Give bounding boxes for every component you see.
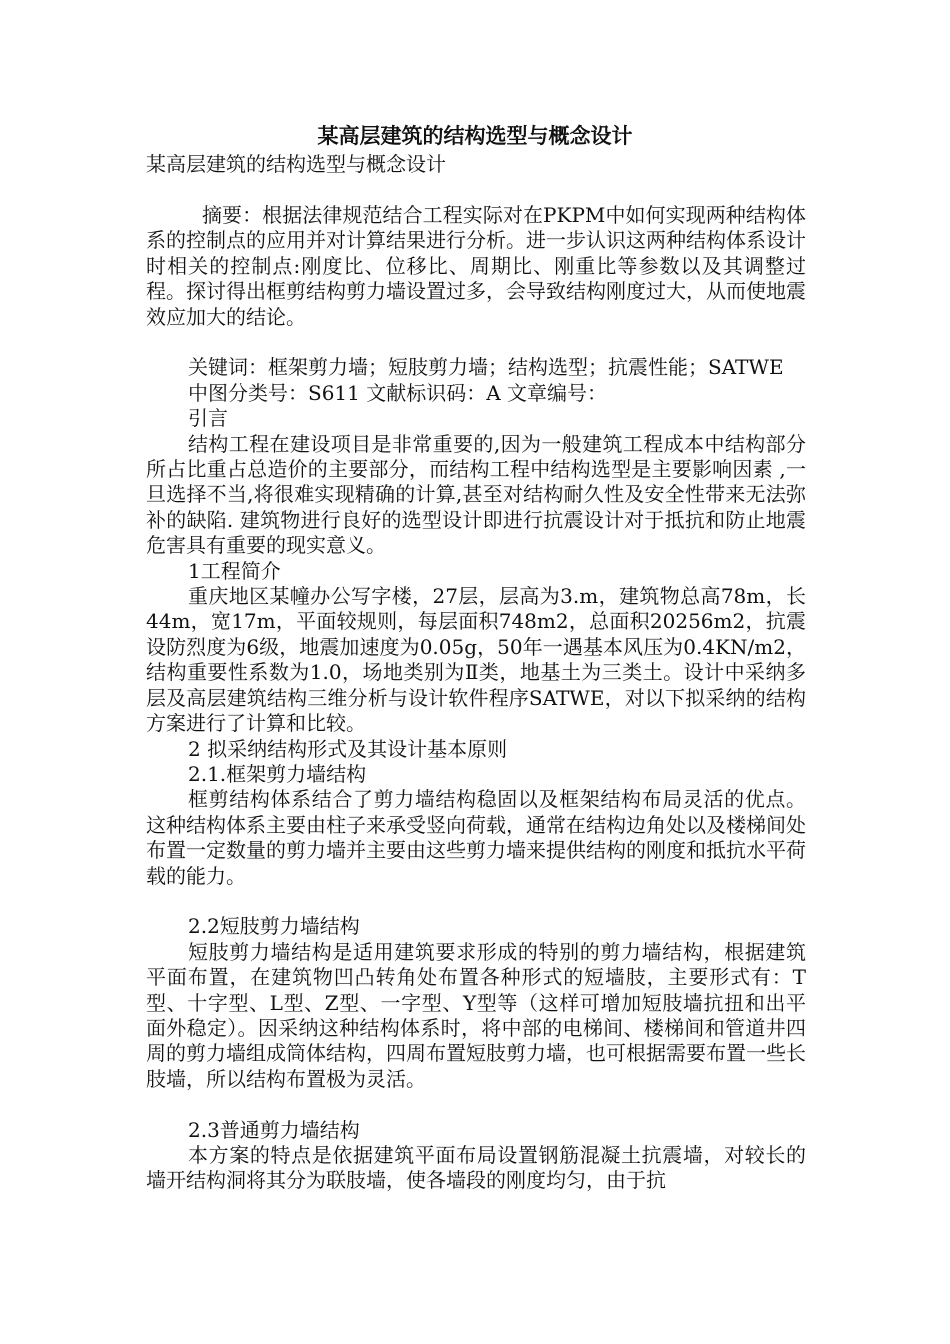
section1-heading: 1工程简介 [188, 558, 281, 583]
document-subtitle: 某高层建筑的结构选型与概念设计 [146, 152, 446, 176]
section22-heading: 2.2短肢剪力墙结构 [188, 914, 360, 939]
paragraph-gap [146, 1092, 806, 1117]
document-title: 某高层建筑的结构选型与概念设计 [317, 123, 633, 148]
section22-paragraph: 短肢剪力墙结构是适用建筑要求形成的特别的剪力墙结构，根据建筑平面布置，在建筑物凹凸转角处布置各种形式的短墙肢，主要形式有：T型、十字型、L型、Z型、一字型、Y型等（这样可增加短肢墙抗扭和出平面外稳定）。因采纳这种结构体系时，将中部的电梯间、楼梯间和管道井四周的剪力墙组成筒体结构，四周布置短肢剪力墙，也可根据需要布置一些长肢墙，所以结构布置极为灵活。 [146, 939, 806, 1091]
section21-heading: 2.1.框架剪力墙结构 [188, 761, 367, 786]
paragraph-gap [146, 330, 806, 355]
paragraph-gap [146, 889, 806, 914]
section21-paragraph: 框剪结构体系结合了剪力墙结构稳固以及框架结构布局灵活的优点。这种结构体系主要由柱子来承受竖向荷载，通常在结构边角处以及楼梯间处布置一定数量的剪力墙并主要由这些剪力墙来提供结构的刚度和抵抗水平荷载的能力。 [146, 787, 806, 888]
abstract-paragraph: 摘要：根据法律规范结合工程实际对在PKPM中如何实现两种结构体系的控制点的应用并对计算结果进行分析。进一步认识这两种结构体系设计时相关的控制点:刚度比、位移比、周期比、刚重比等参数以及其调整过程。探讨得出框剪结构剪力墙设置过多，会导致结构刚度过大，从而使地震效应加大的结论。 [146, 203, 806, 329]
intro-heading: 引言 [188, 406, 228, 431]
intro-paragraph: 结构工程在建设项目是非常重要的,因为一般建筑工程成本中结构部分所占比重占总造价的主要部分，而结构工程中结构选型是主要影响因素 ,一旦选择不当,将很难实现精确的计算,甚至对结构耐久性及安全性带来无法弥补的缺陷. 建筑物进行良好的选型设计即进行抗震设计对于抵抗和防止地震危害具有重要的现实意义。 [146, 431, 806, 558]
keywords-paragraph: 关键词：框架剪力墙；短肢剪力墙；结构选型；抗震性能；SATWE [188, 355, 784, 380]
classification-line: 中图分类号：S611 文献标识码：A 文章编号： [188, 380, 608, 405]
section23-paragraph: 本方案的特点是依据建筑平面布局设置钢筋混凝土抗震墙，对较长的墙开结构洞将其分为联肢墙，使各墙段的刚度均匀，由于抗 [146, 1142, 806, 1193]
section1-paragraph: 重庆地区某幢办公写字楼，27层，层高为3.m，建筑物总高78m，长44m，宽17m，平面较规则，每层面积748m2，总面积20256m2，抗震设防烈度为6级，地震加速度为0.05g，50年一遇基本风压为0.4KN/m2，结构重要性系数为1.0，场地类别为Ⅱ类，地基土为三类土。设计中采纳多层及高层建筑结构三维分析与设计软件程序SATWE，对以下拟采纳的结构方案进行了计算和比较。 [146, 584, 806, 736]
section23-heading: 2.3普通剪力墙结构 [188, 1117, 360, 1142]
section2-heading: 2 拟采纳结构形式及其设计基本原则 [188, 736, 508, 761]
document-body [146, 203, 806, 1194]
